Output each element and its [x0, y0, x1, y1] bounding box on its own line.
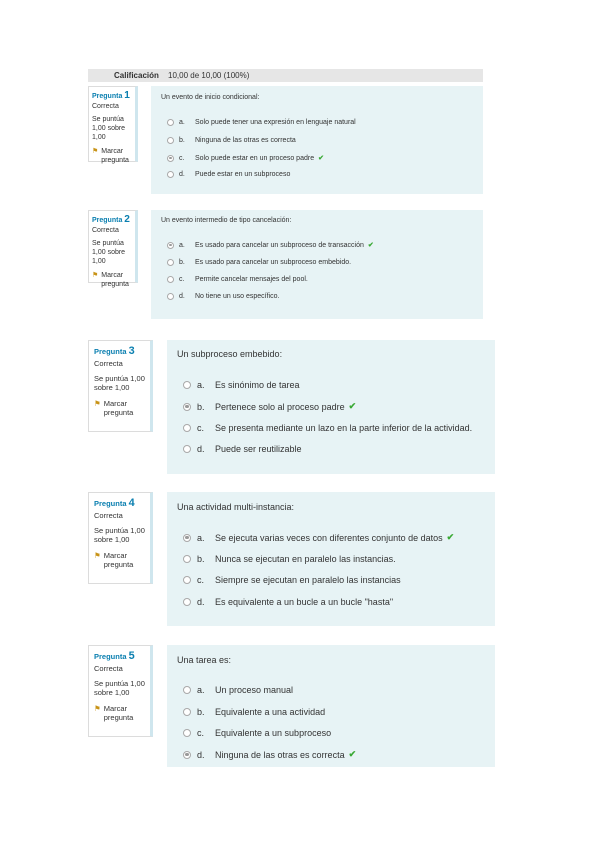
option-text: Ninguna de las otras es correcta [195, 137, 296, 144]
correct-check-icon: ✔ [318, 155, 324, 162]
question-4-points: Se puntúa 1,00 sobre 1,00 [94, 526, 145, 545]
question-5-option-a[interactable]: a. Un proceso manual [183, 685, 293, 695]
question-5-points: Se puntúa 1,00 sobre 1,00 [94, 679, 145, 698]
option-text: Ninguna de las otras es correcta [215, 749, 345, 760]
question-5-content [167, 645, 495, 767]
question-4-info [88, 492, 153, 584]
question-5-text: Una tarea es: [177, 655, 232, 665]
question-3-flag[interactable]: ⚑ Marcar pregunta [94, 398, 134, 418]
question-1-option-a[interactable]: a. Solo puede tener una expresión en lenguaje natural [167, 119, 356, 126]
correct-check-icon: ✔ [348, 401, 357, 411]
option-text: Permite cancelar mensajes del pool. [195, 276, 308, 283]
question-5-option-b[interactable]: b. Equivalente a una actividad [183, 707, 325, 717]
radio-button-selected[interactable] [183, 403, 191, 411]
option-text: Es usado para cancelar un subproceso de transacción [195, 241, 364, 249]
flag-icon: ⚑ [94, 398, 101, 408]
question-2-option-b[interactable]: b. Es usado para cancelar un subproceso embebido. [167, 259, 351, 266]
option-text: Puede estar en un subproceso [195, 171, 291, 178]
radio-button[interactable] [167, 276, 174, 283]
question-3-content [167, 340, 495, 474]
option-text: Solo puede estar en un proceso padre [195, 154, 315, 162]
question-5-number: Pregunta 5 [94, 650, 135, 662]
question-2-content [151, 210, 483, 319]
option-text: Un proceso manual [215, 685, 294, 695]
grade-summary-bar [88, 69, 483, 82]
question-5-option-c[interactable]: c. Equivalente a un subproceso [183, 728, 331, 738]
radio-button[interactable] [167, 119, 174, 126]
question-4-flag[interactable]: ⚑ Marcar pregunta [94, 550, 134, 570]
question-4-option-b[interactable]: b. Nunca se ejecutan en paralelo las instancias. [183, 554, 396, 564]
question-4-text: Una actividad multi-instancia: [177, 502, 295, 512]
radio-button[interactable] [183, 708, 191, 716]
radio-button[interactable] [167, 137, 174, 144]
option-text: Se ejecuta varias veces con diferentes conjunto de datos [215, 532, 443, 543]
option-text: Pertenece solo al proceso padre [215, 401, 345, 412]
question-2-points: Se puntúa 1,00 sobre 1,00 [92, 240, 126, 265]
question-3-option-a[interactable]: a. Es sinónimo de tarea [183, 380, 300, 390]
question-4-content [167, 492, 495, 626]
radio-button-selected[interactable] [183, 751, 191, 759]
question-2-flag[interactable]: ⚑ Marcar pregunta [92, 272, 129, 288]
option-text: Solo puede tener una expresión en lenguaje natural [195, 119, 356, 126]
radio-button[interactable] [167, 171, 174, 178]
option-text: No tiene un uso específico. [195, 293, 280, 300]
radio-button[interactable] [183, 381, 191, 389]
question-5-state: Correcta [94, 664, 123, 673]
option-text: Es equivalente a un bucle a un bucle "hasta" [215, 597, 394, 607]
question-4-option-c[interactable]: c. Siempre se ejecutan en paralelo las instancias [183, 575, 401, 585]
question-1-flag[interactable]: ⚑ Marcar pregunta [92, 148, 129, 164]
question-4-number: Pregunta 4 [94, 497, 135, 509]
radio-button[interactable] [183, 555, 191, 563]
question-3-option-d[interactable]: d. Puede ser reutilizable [183, 444, 302, 454]
question-2-number: Pregunta 2 [92, 214, 130, 225]
flag-icon: ⚑ [92, 272, 99, 280]
radio-button[interactable] [183, 686, 191, 694]
question-1-option-b[interactable]: b. Ninguna de las otras es correcta [167, 137, 296, 144]
question-1-state: Correcta [92, 103, 119, 110]
option-text: Es usado para cancelar un subproceso embebido. [195, 259, 352, 266]
question-2-info [88, 210, 138, 288]
option-text: Equivalente a un subproceso [215, 728, 332, 738]
option-text: Es sinónimo de tarea [215, 380, 300, 390]
radio-button[interactable] [183, 598, 191, 606]
question-1-info [88, 86, 138, 162]
question-4-option-a[interactable]: a. Se ejecuta varias veces con diferentes conjunto de datos ✔ [183, 532, 454, 543]
radio-button[interactable] [167, 293, 174, 300]
question-2-option-c[interactable]: c. Permite cancelar mensajes del pool. [167, 276, 308, 283]
question-5-info [88, 645, 153, 737]
question-1-points: Se puntúa 1,00 sobre 1,00 [92, 116, 126, 141]
option-text: Se presenta mediante un lazo en la parte inferior de la actividad. [215, 423, 473, 433]
question-3-points: Se puntúa 1,00 sobre 1,00 [94, 374, 145, 393]
option-text: Siempre se ejecutan en paralelo las instancias [215, 575, 401, 585]
question-1-option-d[interactable]: d. Puede estar en un subproceso [167, 171, 290, 178]
radio-button-selected[interactable] [167, 155, 174, 162]
radio-button[interactable] [183, 424, 191, 432]
correct-check-icon: ✔ [446, 532, 455, 542]
radio-button-selected[interactable] [183, 534, 191, 542]
radio-button[interactable] [183, 576, 191, 584]
question-3-option-c[interactable]: c. Se presenta mediante un lazo en la parte inferior de la actividad. [183, 423, 472, 433]
question-1-content [151, 86, 483, 194]
flag-icon: ⚑ [92, 148, 99, 156]
question-1-text: Un evento de inicio condicional: [161, 94, 260, 101]
grade-label: Calificación [114, 71, 159, 80]
option-text: Equivalente a una actividad [215, 707, 326, 717]
radio-button[interactable] [183, 445, 191, 453]
radio-button-selected[interactable] [167, 242, 174, 249]
grade-value: 10,00 de 10,00 (100%) [168, 71, 250, 80]
question-3-state: Correcta [94, 359, 123, 368]
question-3-info [88, 340, 153, 432]
question-4-option-d[interactable]: d. Es equivalente a un bucle a un bucle "hasta" [183, 597, 393, 607]
radio-button[interactable] [167, 259, 174, 266]
question-1-option-c[interactable]: c. Solo puede estar en un proceso padre ✔ [167, 154, 324, 162]
flag-icon: ⚑ [94, 703, 101, 713]
question-2-state: Correcta [92, 227, 119, 234]
question-3-option-b[interactable]: b. Pertenece solo al proceso padre ✔ [183, 401, 356, 412]
question-3-text: Un subproceso embebido: [177, 349, 283, 359]
question-4-state: Correcta [94, 511, 123, 520]
radio-button[interactable] [183, 729, 191, 737]
flag-icon: ⚑ [94, 550, 101, 560]
question-2-text: Un evento intermedio de tipo cancelación: [161, 217, 292, 224]
question-5-option-d[interactable]: d. Ninguna de las otras es correcta ✔ [183, 749, 356, 760]
question-3-number: Pregunta 3 [94, 345, 135, 357]
question-2-option-d[interactable]: d. No tiene un uso específico. [167, 293, 279, 300]
correct-check-icon: ✔ [367, 242, 374, 249]
option-text: Puede ser reutilizable [215, 444, 302, 454]
question-5-flag[interactable]: ⚑ Marcar pregunta [94, 703, 134, 723]
option-text: Nunca se ejecutan en paralelo las instancias. [215, 554, 396, 564]
question-2-option-a[interactable]: a. Es usado para cancelar un subproceso de transacción ✔ [167, 241, 374, 249]
correct-check-icon: ✔ [348, 749, 357, 759]
question-1-number: Pregunta 1 [92, 90, 130, 101]
